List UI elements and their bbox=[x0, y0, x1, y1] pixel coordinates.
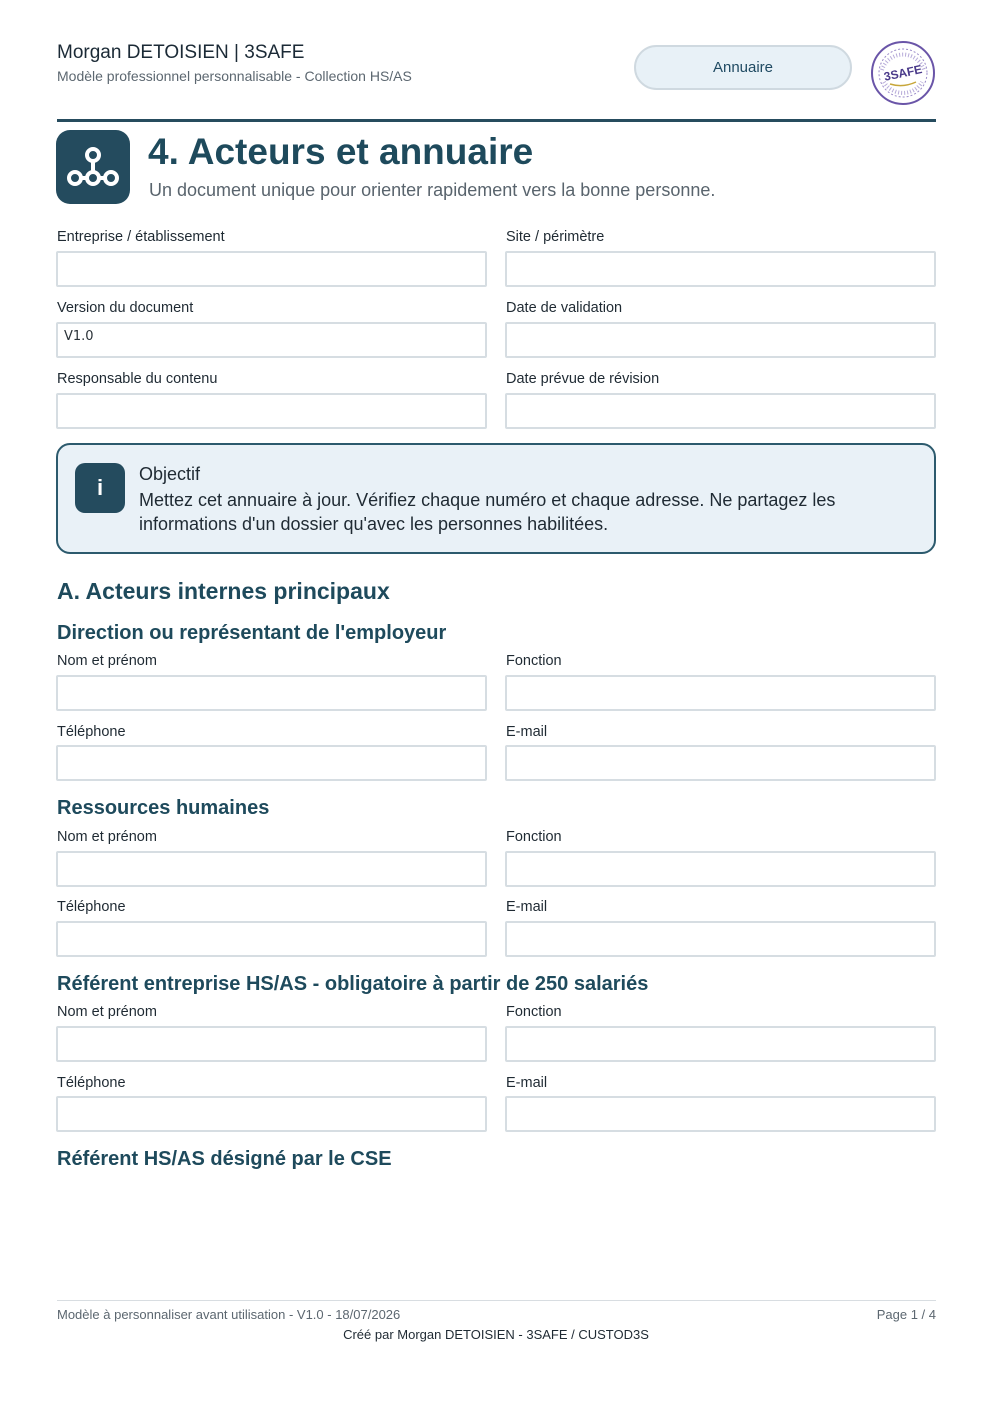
author-name: Morgan DETOISIEN | 3SAFE bbox=[57, 42, 305, 63]
annuaire-tab-label: Annuaire bbox=[712, 59, 774, 76]
referent-telephone-label: Téléphone bbox=[57, 1075, 126, 1091]
footer-credit: Créé par Morgan DETOISIEN - 3SAFE / CUSTOD3S bbox=[343, 1327, 649, 1342]
callout-text: Mettez cet annuaire à jour. Vérifiez chaque numéro et chaque adresse. Ne partagez les informations d'un dossier qu'avec les personnes habilitées. bbox=[139, 490, 836, 534]
date-revision-label: Date prévue de révision bbox=[506, 371, 660, 387]
direction-nom-field[interactable] bbox=[56, 675, 487, 711]
group-referent-cse-title: Référent HS/AS désigné par le CSE bbox=[57, 1148, 392, 1170]
rh-email-field[interactable] bbox=[505, 921, 936, 957]
group-referent-entreprise-title: Référent entreprise HS/AS - obligatoire à partir de 250 salariés bbox=[57, 973, 649, 995]
header-divider bbox=[57, 119, 936, 122]
date-validation-field[interactable] bbox=[505, 322, 936, 358]
entreprise-field[interactable] bbox=[56, 251, 487, 287]
referent-nom-field[interactable] bbox=[56, 1026, 487, 1062]
group-direction-title: Direction ou représentant de l'employeur bbox=[57, 622, 447, 644]
rh-nom-label: Nom et prénom bbox=[57, 829, 157, 845]
seal-text: 3SAFE bbox=[882, 62, 924, 84]
direction-telephone-label: Téléphone bbox=[57, 724, 126, 740]
entreprise-label: Entreprise / établissement bbox=[57, 229, 225, 245]
annuaire-tab[interactable] bbox=[634, 45, 852, 90]
referent-telephone-field[interactable] bbox=[56, 1096, 487, 1132]
direction-telephone-field[interactable] bbox=[56, 745, 487, 781]
version-field[interactable]: V1.0 bbox=[56, 322, 487, 358]
rh-nom-field[interactable] bbox=[56, 851, 487, 887]
referent-fonction-label: Fonction bbox=[506, 1004, 562, 1020]
direction-fonction-field[interactable] bbox=[505, 675, 936, 711]
referent-nom-label: Nom et prénom bbox=[57, 1004, 157, 1020]
rh-telephone-field[interactable] bbox=[56, 921, 487, 957]
direction-nom-label: Nom et prénom bbox=[57, 653, 157, 669]
rh-telephone-label: Téléphone bbox=[57, 899, 126, 915]
group-rh-title: Ressources humaines bbox=[57, 797, 270, 819]
page-number: Page 1 / 4 bbox=[876, 1307, 936, 1322]
rh-fonction-label: Fonction bbox=[506, 829, 562, 845]
responsable-label: Responsable du contenu bbox=[57, 371, 218, 387]
referent-email-field[interactable] bbox=[505, 1096, 936, 1132]
page-title: 4. Acteurs et annuaire bbox=[148, 131, 534, 172]
callout-title: Objectif bbox=[139, 464, 201, 484]
rh-fonction-field[interactable] bbox=[505, 851, 936, 887]
date-revision-field[interactable] bbox=[505, 393, 936, 429]
collection-subtitle: Modèle professionnel personnalisable - Collection HS/AS bbox=[57, 68, 412, 84]
referent-email-label: E-mail bbox=[506, 1075, 548, 1091]
network-icon bbox=[56, 130, 130, 204]
direction-fonction-label: Fonction bbox=[506, 653, 562, 669]
responsable-field[interactable] bbox=[56, 393, 487, 429]
seal-logo bbox=[870, 40, 936, 106]
footer-version-note: Modèle à personnaliser avant utilisation - V1.0 - 18/07/2026 bbox=[57, 1307, 401, 1322]
section-a-title: A. Acteurs internes principaux bbox=[57, 578, 390, 604]
footer-divider bbox=[57, 1300, 936, 1301]
version-label: Version du document bbox=[57, 300, 194, 316]
page-subtitle: Un document unique pour orienter rapidement vers la bonne personne. bbox=[149, 180, 716, 200]
info-icon: i bbox=[75, 463, 125, 513]
rh-email-label: E-mail bbox=[506, 899, 548, 915]
date-validation-label: Date de validation bbox=[506, 300, 623, 316]
site-label: Site / périmètre bbox=[506, 229, 605, 245]
direction-email-label: E-mail bbox=[506, 724, 548, 740]
direction-email-field[interactable] bbox=[505, 745, 936, 781]
referent-fonction-field[interactable] bbox=[505, 1026, 936, 1062]
site-field[interactable] bbox=[505, 251, 936, 287]
